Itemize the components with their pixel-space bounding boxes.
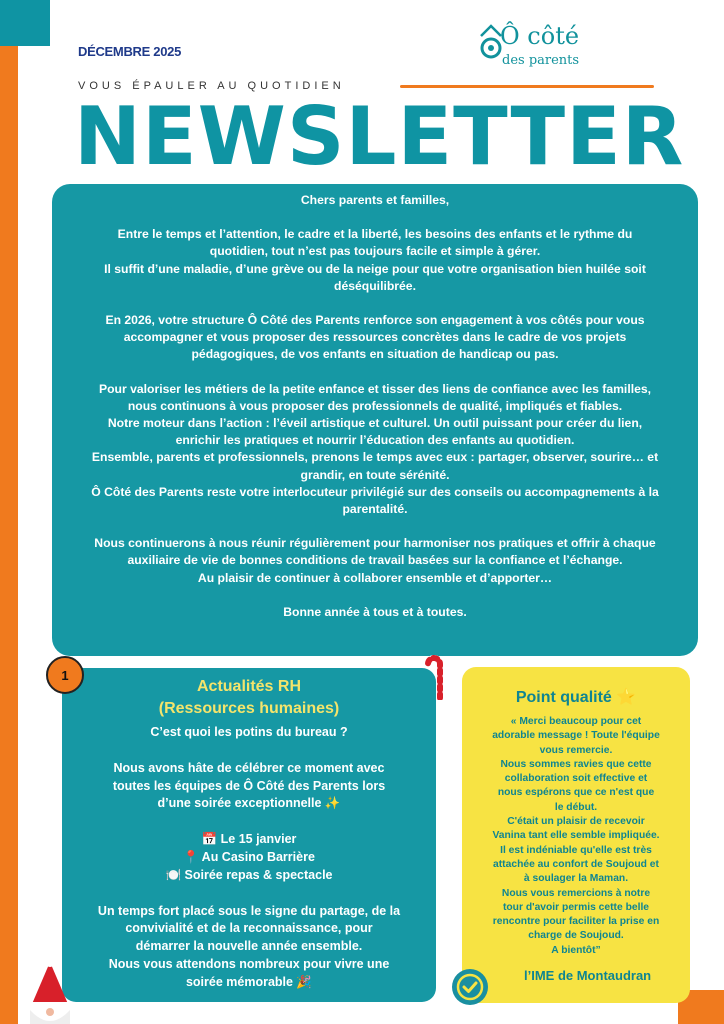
candy-cane-icon <box>424 650 448 700</box>
event-program: 🍽️ Soirée repas & spectacle <box>165 867 333 882</box>
hr-news-card <box>62 668 436 1002</box>
letter-line: enrichir les pratiques et nourrir l’éducation des enfants au quotidien. <box>175 433 575 448</box>
letter-line: Bonne année à tous et à toutes. <box>283 604 467 619</box>
letter-line: Nous continuerons à nous réunir régulièrement pour harmoniser nos pratiques et offrir à chaque <box>94 536 656 551</box>
hr-intro: Nous avons hâte de célébrer ce moment avec toutes les équipes de Ô Côté des Parents lors d’une soirée exceptionnelle ✨ <box>112 760 386 811</box>
welcome-letter <box>52 184 698 656</box>
letter-line: nous continuons à vous proposer des professionnels de qualité, impliqués et fiables. <box>127 398 623 413</box>
quality-title: Point qualité ⭐ <box>515 689 637 706</box>
letter-line: Chers parents et familles, <box>300 193 450 207</box>
letter-line: quotidien, tout n’est pas toujours facile et simple à gérer. <box>209 244 541 259</box>
letter-line: Ô Côté des Parents reste votre interlocuteur privilégié sur des conseils ou accompagnements à la <box>91 484 659 499</box>
letter-line: Notre moteur dans l’action : l’éveil artistique et culturel. Un outil puissant pour créer du lien, <box>107 416 643 431</box>
letter-line: Au plaisir de continuer à collaborer ensemble et d’apporter… <box>197 570 553 585</box>
newsletter-title: NEWSLETTER <box>74 90 685 183</box>
christmas-gnome-icon <box>24 958 76 1024</box>
hr-subtitle: C’est quoi les potins du bureau ? <box>150 725 348 739</box>
event-location: 📍 Au Casino Barrière <box>183 849 315 864</box>
check-badge-icon <box>450 967 490 1007</box>
brand-logo <box>478 20 608 72</box>
hr-closing: Un temps fort placé sous le signe du partage, de la convivialité et de la reconnaissance, pour démarrer la nouvelle année ensemble. Nous vous attendons nombreux pour vivre une soirée mémorable 🎉 <box>97 903 401 989</box>
quality-quote: « Merci beaucoup pour cet adorable message ! Toute l'équipe vous remercie. Nous sommes ravies que cette collaboration soit effective et nous espérons que ce n'est que le début. C'était un plaisir de recevoir Vanina tant elle semble impliquée. Il est indéniable qu'elle est très attachée au confort de Soujoud et à soulager la Maman. Nous vous remercions à notre tour d'avoir permis cette belle rencontre pour faciliter la prise en charge de Soujoud. A bientôt” <box>492 716 660 956</box>
top-accent-square <box>0 0 50 46</box>
letter-line: En 2026, votre structure Ô Côté des Parents renforce son engagement à vos côtés pour vous <box>105 313 645 328</box>
issue-date: DÉCEMBRE 2025 <box>78 44 182 59</box>
hr-event-details <box>62 831 436 884</box>
letter-line: Entre le temps et l’attention, le cadre et la liberté, les besoins des enfants et le rythme du <box>117 227 633 242</box>
letter-line: grandir, en toute sérénité. <box>300 467 450 482</box>
event-date: 📅 Le 15 janvier <box>201 832 297 847</box>
letter-line: Pour valoriser les métiers de la petite enfance et tisser des liens de confiance avec les familles, <box>98 381 652 396</box>
tagline: VOUS ÉPAULER AU QUOTIDIEN <box>78 80 345 92</box>
letter-line: auxiliaire de vie de bonnes conditions de travail basées sur la confiance et l’échange. <box>127 553 623 568</box>
letter-line: accompagner et vous proposer des ressources concrètes dans le cadre de vos projets <box>123 330 627 345</box>
letter-line: déséquilibrée. <box>334 278 416 293</box>
section-number-badge: 1 <box>46 656 84 694</box>
quality-signature: l’IME de Montaudran <box>524 968 652 983</box>
left-accent-bar <box>0 0 18 1024</box>
letter-line: pédagogiques, de vos enfants en situation de handicap ou pas. <box>191 347 559 362</box>
quality-card <box>462 667 690 1003</box>
tagline-divider <box>400 85 654 88</box>
letter-line: Ensemble, parents et professionnels, prenons le temps avec eux : partager, observer, sourire… et <box>91 450 659 465</box>
hr-title: Actualités RH (Ressources humaines) <box>158 678 340 717</box>
letter-line: Il suffit d’une maladie, d’une grève ou de la neige pour que votre organisation bien huilée soit <box>104 261 646 276</box>
letter-line: parentalité. <box>342 502 408 517</box>
logo-text-main: Ô côté <box>500 22 580 50</box>
logo-text-sub: des parents <box>502 53 580 68</box>
